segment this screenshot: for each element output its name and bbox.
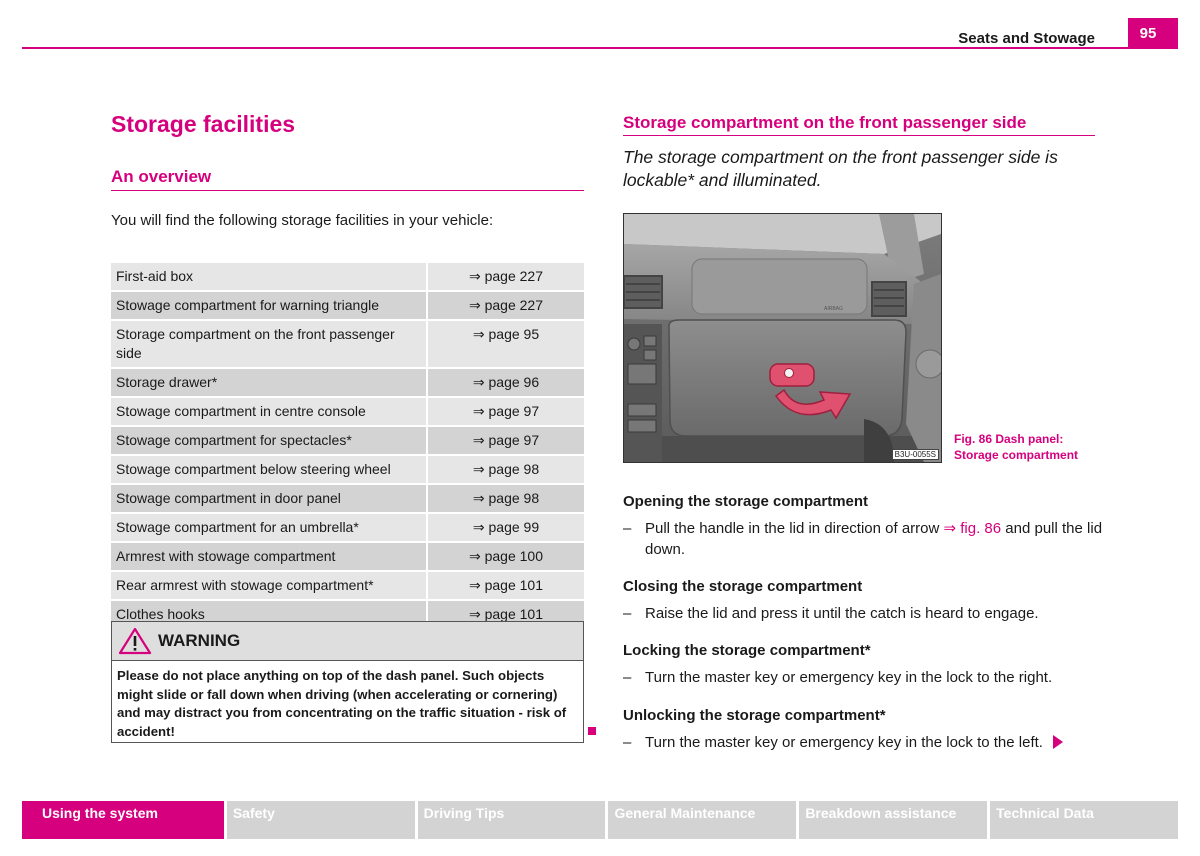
table-row	[111, 320, 584, 368]
tab-breakdown-assistance[interactable]: Breakdown assistance	[799, 801, 987, 839]
section-heading: Storage compartment on the front passenger side	[623, 113, 1027, 132]
table-row	[111, 397, 584, 426]
table-cell-ref[interactable]: ⇒ page 100	[427, 542, 584, 571]
opening-text-before: Pull the handle in the lid in direction of arrow	[645, 520, 944, 537]
table-row	[111, 263, 584, 291]
tab-safety[interactable]: Safety	[227, 801, 415, 839]
closing-heading: Closing the storage compartment	[623, 578, 863, 595]
tab-general-maintenance[interactable]: General Maintenance	[608, 801, 796, 839]
closing-step	[623, 603, 1103, 624]
section-rule	[623, 135, 1095, 136]
locking-heading: Locking the storage compartment*	[623, 642, 871, 659]
continue-arrow-icon	[1053, 735, 1063, 749]
table-cell-ref[interactable]: ⇒ page 227	[427, 263, 584, 291]
table-cell-item: Stowage compartment in centre console	[111, 397, 427, 426]
list-dash: –	[623, 734, 632, 751]
warning-header	[112, 622, 583, 661]
table-cell-item: Stowage compartment for an umbrella*	[111, 513, 427, 542]
opening-heading: Opening the storage compartment	[623, 493, 869, 510]
table-cell-ref[interactable]: ⇒ page 101	[427, 600, 584, 629]
table-row	[111, 368, 584, 397]
locking-step	[623, 667, 1103, 688]
figure-code: B3U-0055S	[892, 449, 939, 460]
closing-step-text: Raise the lid and press it until the catch is heard to engage.	[645, 605, 1039, 622]
table-cell-ref[interactable]: ⇒ page 97	[427, 397, 584, 426]
table-cell-item: Storage drawer*	[111, 368, 427, 397]
tab-driving-tips[interactable]: Driving Tips	[418, 801, 606, 839]
table-row	[111, 455, 584, 484]
warning-text: Please do not place anything on top of the dash panel. Such objects might slide or fall down when driving (when accelerating or cornering) and may distract you from concentrating on the traffic situation - risk of accident!	[117, 668, 567, 739]
list-dash: –	[623, 520, 632, 537]
figure-caption-line-1: Fig. 86 Dash panel:	[954, 432, 1064, 446]
table-cell-ref[interactable]: ⇒ page 227	[427, 291, 584, 320]
table-row	[111, 571, 584, 600]
table-cell-ref[interactable]: ⇒ page 97	[427, 426, 584, 455]
opening-step-text	[645, 518, 1103, 560]
locking-step-text: Turn the master key or emergency key in the lock to the right.	[645, 669, 1053, 686]
table-cell-item: Stowage compartment for spectacles*	[111, 426, 427, 455]
figure-link[interactable]: ⇒ fig. 86	[943, 520, 1002, 537]
chapter-tabs	[22, 801, 1178, 839]
table-row	[111, 426, 584, 455]
table-cell-item: Armrest with stowage compartment	[111, 542, 427, 571]
page-number: 95	[1128, 18, 1178, 49]
table-row	[111, 542, 584, 571]
unlocking-step-text: Turn the master key or emergency key in the lock to the left.	[645, 734, 1043, 751]
figure-caption	[954, 431, 1078, 463]
table-cell-item: First-aid box	[111, 263, 427, 291]
table-cell-ref[interactable]: ⇒ page 98	[427, 455, 584, 484]
table-cell-ref[interactable]: ⇒ page 99	[427, 513, 584, 542]
list-dash: –	[623, 605, 632, 622]
header-rule	[22, 47, 1178, 49]
table-cell-item: Stowage compartment below steering wheel	[111, 455, 427, 484]
page-title: Storage facilities	[111, 111, 296, 137]
unlocking-heading: Unlocking the storage compartment*	[623, 707, 886, 724]
opening-step	[623, 518, 1103, 560]
storage-overview-table	[111, 263, 584, 630]
table-cell-item: Storage compartment on the front passenger side	[111, 320, 427, 368]
dash-panel-illustration	[624, 214, 941, 462]
table-row	[111, 484, 584, 513]
table-row	[111, 291, 584, 320]
airbag-label: AIRBAG	[824, 306, 843, 312]
opening-text-after: and pull the lid down.	[645, 520, 1103, 558]
tab-technical-data[interactable]: Technical Data	[990, 801, 1178, 839]
unlocking-step	[623, 732, 1103, 753]
list-dash: –	[623, 669, 632, 686]
section-end-square-icon	[588, 727, 596, 735]
warning-box	[111, 621, 584, 743]
figure-dash-panel	[623, 213, 942, 463]
unlocking-step-text-wrap	[645, 732, 1103, 753]
warning-triangle-icon	[118, 627, 152, 655]
table-cell-item: Stowage compartment in door panel	[111, 484, 427, 513]
running-header-title: Seats and Stowage	[958, 30, 1095, 47]
table-cell-item: Clothes hooks	[111, 600, 427, 629]
warning-label: WARNING	[158, 631, 241, 650]
table-cell-item: Rear armrest with stowage compartment*	[111, 571, 427, 600]
section-lead: The storage compartment on the front passenger side is lockable* and illuminated.	[623, 147, 1058, 190]
table-row	[111, 513, 584, 542]
overview-intro: You will find the following storage facilities in your vehicle:	[111, 212, 494, 229]
table-cell-ref[interactable]: ⇒ page 98	[427, 484, 584, 513]
overview-heading: An overview	[111, 167, 212, 186]
table-cell-ref[interactable]: ⇒ page 95	[427, 320, 584, 368]
figure-caption-line-2: Storage compartment	[954, 448, 1079, 462]
tab-using-the-system[interactable]: Using the system	[22, 801, 224, 839]
table-cell-ref[interactable]: ⇒ page 96	[427, 368, 584, 397]
overview-rule	[111, 190, 584, 191]
table-cell-ref[interactable]: ⇒ page 101	[427, 571, 584, 600]
table-cell-item: Stowage compartment for warning triangle	[111, 291, 427, 320]
